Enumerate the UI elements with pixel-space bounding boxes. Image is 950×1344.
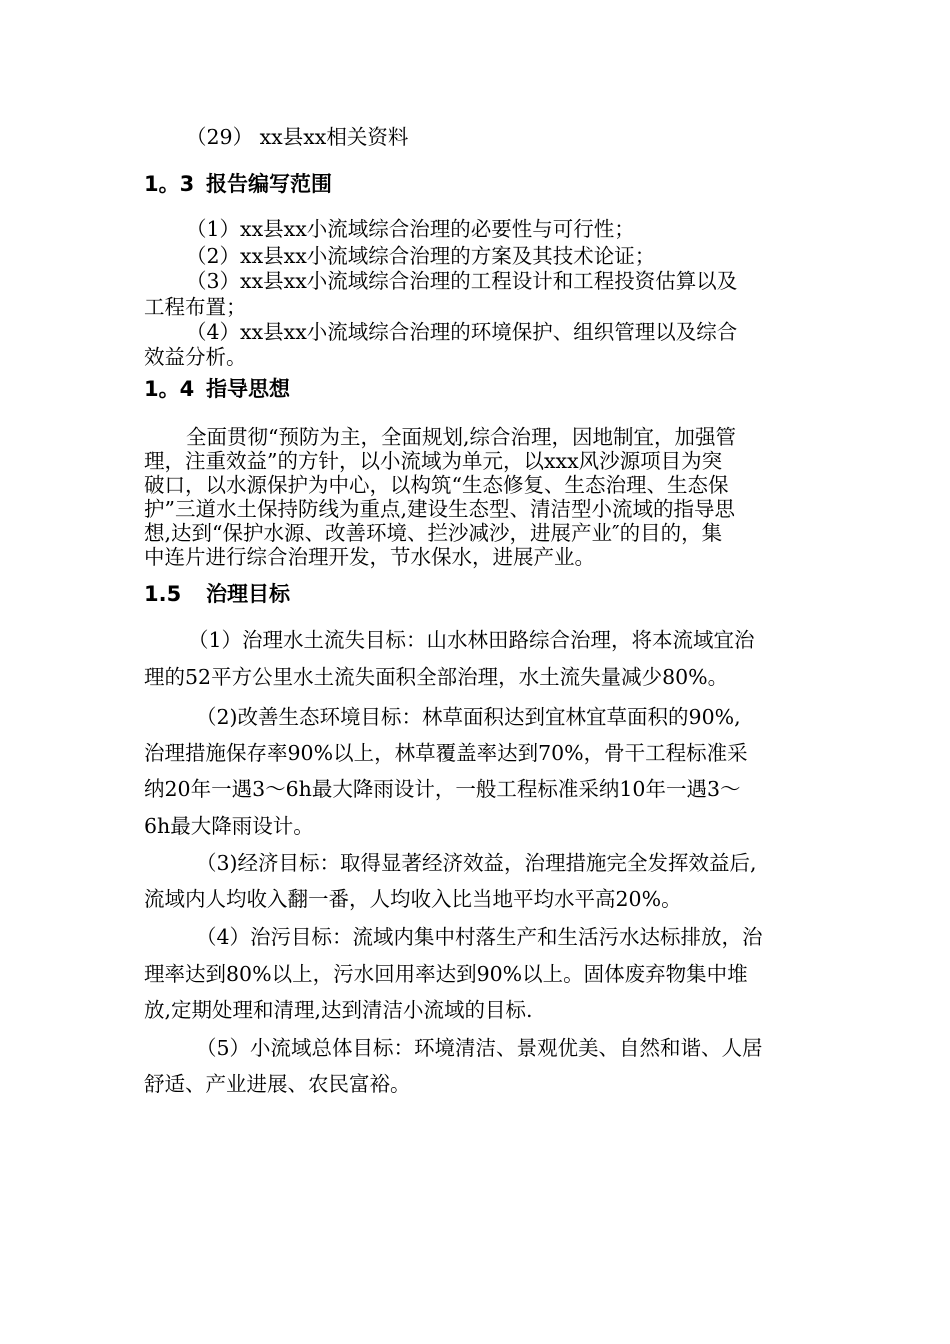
paragraph-line: （4）治污目标：流域内集中村落生产和生活污水达标排放，治 [196, 925, 763, 949]
section-number: 1。3 [144, 172, 195, 196]
section-heading-1-3 [144, 170, 332, 198]
list-item: （4）xx县xx小流域综合治理的环境保护、组织管理以及综合 [186, 320, 738, 344]
list-item-continuation: 工程布置； [144, 295, 247, 319]
paragraph-line: 理率达到80%以上，污水回用率达到90%以上。固体废弃物集中堆 [144, 962, 748, 986]
section-title: 指导思想 [206, 377, 290, 401]
paragraph-line: 治理措施保存率90%以上，林草覆盖率达到70%，骨干工程标准采 [144, 741, 748, 765]
paragraph-line: （2)改善生态环境目标：林草面积达到宜林宜草面积的90%, [196, 705, 741, 729]
reference-item: （29） xx县xx相关资料 [186, 125, 409, 149]
paragraph-line: 护”三道水土保持防线为重点,建设生态型、清洁型小流域的指导思 [144, 497, 735, 521]
paragraph-line: 理，注重效益”的方针，以小流域为单元，以xxx风沙源项目为突 [144, 449, 723, 473]
section-heading-1-4 [144, 375, 290, 403]
paragraph-line: 纳20年一遇3～6h最大降雨设计，一般工程标准采纳10年一遇3～ [144, 777, 741, 801]
paragraph-line: （1）治理水土流失目标：山水林田路综合治理，将本流域宜治 [188, 628, 755, 652]
paragraph-line: 全面贯彻“预防为主，全面规划,综合治理，因地制宜，加强管 [186, 425, 736, 449]
paragraph-line: 想,达到“保护水源、改善环境、拦沙减沙，进展产业″的目的，集 [144, 521, 723, 545]
list-item: （3）xx县xx小流域综合治理的工程设计和工程投资估算以及 [186, 269, 738, 293]
section-number: 1.5 [144, 582, 182, 606]
paragraph-line: 流域内人均收入翻一番，人均收入比当地平均水平高20%。 [144, 887, 682, 911]
section-title: 报告编写范围 [206, 172, 332, 196]
section-number: 1。4 [144, 377, 195, 401]
paragraph-line: 中连片进行综合治理开发，节水保水，进展产业。 [144, 545, 595, 569]
paragraph-line: 破口，以水源保护为中心，以构筑“生态修复、生态治理、生态保 [144, 473, 729, 497]
section-title: 治理目标 [206, 582, 290, 606]
list-item: （1）xx县xx小流域综合治理的必要性与可行性； [186, 217, 635, 241]
paragraph-line: （5）小流域总体目标：环境清洁、景观优美、自然和谐、人居 [196, 1036, 763, 1060]
paragraph-line: 放,定期处理和清理,达到清洁小流域的目标. [144, 998, 533, 1022]
list-item: （2）xx县xx小流域综合治理的方案及其技术论证； [186, 244, 656, 268]
section-heading-1-5 [144, 580, 290, 608]
paragraph-line: 6h最大降雨设计。 [144, 814, 314, 838]
paragraph-line: 理的52平方公里水土流失面积全部治理，水土流失量减少80%。 [144, 665, 729, 689]
paragraph-line: （3)经济目标：取得显著经济效益，治理措施完全发挥效益后, [196, 851, 757, 875]
paragraph-line: 舒适、产业进展、农民富裕。 [144, 1072, 411, 1096]
list-item-continuation: 效益分析。 [144, 345, 247, 369]
